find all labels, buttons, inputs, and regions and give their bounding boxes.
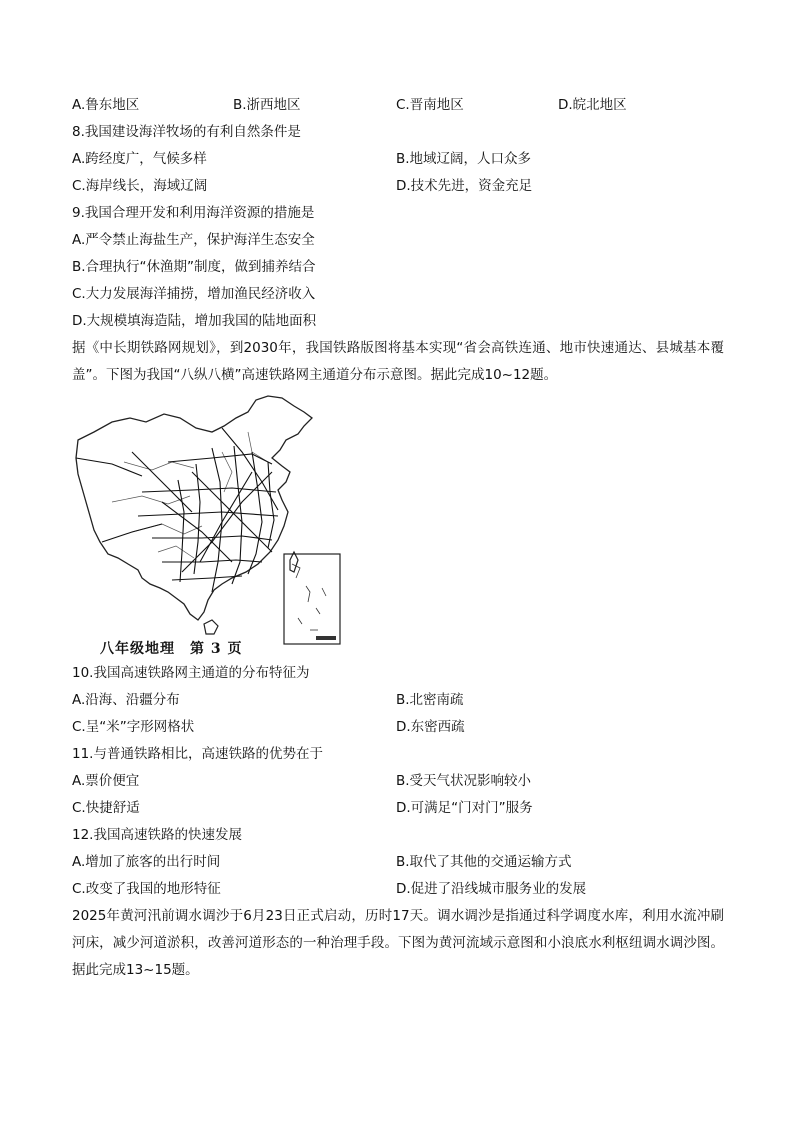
map-caption: 八年级地理 第 3 页 xyxy=(100,641,243,657)
q10-option-c: C.呈“米”字形网格状 xyxy=(72,719,195,735)
q8-stem: 8.我国建设海洋牧场的有利自然条件是 xyxy=(72,124,301,140)
china-railway-map xyxy=(72,392,362,660)
q8-option-a: A.跨经度广，气候多样 xyxy=(72,151,207,167)
q9-option-c: C.大力发展海洋捕捞，增加渔民经济收入 xyxy=(72,286,316,302)
q11-option-d: D.可满足“门对门”服务 xyxy=(396,800,533,816)
inset-islands xyxy=(292,564,326,630)
intro-13-15: 2025年黄河汛前调水调沙于6月23日正式启动，历时17天。调水调沙是指通过科学调度水库，利用水流冲刷河床，减少河道淤积，改善河道形态的一种治理手段。下图为黄河流域示意图和小浪底水利枢纽调水调沙图。据此完成13~15题。 xyxy=(72,908,724,978)
q10-option-d: D.东密西疏 xyxy=(396,719,465,735)
q9-option-d: D.大规模填海造陆，增加我国的陆地面积 xyxy=(72,313,317,329)
q12-option-a: A.增加了旅客的出行时间 xyxy=(72,854,221,870)
q7-option-c: C.晋南地区 xyxy=(396,97,464,113)
inset-scale-bar xyxy=(316,636,336,640)
q9-option-b: B.合理执行“休渔期”制度，做到捕养结合 xyxy=(72,259,316,275)
q12-stem: 12.我国高速铁路的快速发展 xyxy=(72,827,242,843)
hainan-island xyxy=(204,620,218,634)
q9-stem: 9.我国合理开发和利用海洋资源的措施是 xyxy=(72,205,315,221)
q8-option-b: B.地域辽阔，人口众多 xyxy=(396,151,532,167)
province-borders xyxy=(112,432,268,558)
q12-option-b: B.取代了其他的交通运输方式 xyxy=(396,854,572,870)
q10-option-b: B.北密南疏 xyxy=(396,692,464,708)
q11-option-c: C.快捷舒适 xyxy=(72,800,140,816)
q12-option-d: D.促进了沿线城市服务业的发展 xyxy=(396,881,587,897)
q12-options-row2 xyxy=(72,876,724,903)
railway-map-figure xyxy=(72,392,724,660)
q11-options-row1 xyxy=(72,768,724,795)
south-china-sea-inset xyxy=(284,554,340,644)
q10-options-row2 xyxy=(72,714,724,741)
taiwan-island xyxy=(290,552,298,572)
intro-10-12: 据《中长期铁路网规划》，到2030年，我国铁路版图将基本实现“省会高铁连通、地市快速通达、县城基本覆盖”。下图为我国“八纵八横”高速铁路网主通道分布示意图。据此完成10~12题。 xyxy=(72,340,724,383)
q10-options-row1 xyxy=(72,687,724,714)
rail-network xyxy=(76,428,278,592)
q8-options-row2 xyxy=(72,173,724,200)
q8-option-d: D.技术先进，资金充足 xyxy=(396,178,533,194)
q11-option-a: A.票价便宜 xyxy=(72,773,140,789)
q11-stem: 11.与普通铁路相比，高速铁路的优势在于 xyxy=(72,746,323,762)
q7-option-a: A.鲁东地区 xyxy=(72,97,140,113)
q10-stem: 10.我国高速铁路网主通道的分布特征为 xyxy=(72,665,310,681)
q10-option-a: A.沿海、沿疆分布 xyxy=(72,692,180,708)
q8-option-c: C.海岸线长，海域辽阔 xyxy=(72,178,208,194)
q11-option-b: B.受天气状况影响较小 xyxy=(396,773,532,789)
q7-option-b: B.浙西地区 xyxy=(233,97,301,113)
exam-page xyxy=(72,92,724,984)
q12-options-row1 xyxy=(72,849,724,876)
q7-option-d: D.皖北地区 xyxy=(558,97,627,113)
q9-option-a: A.严令禁止海盐生产，保护海洋生态安全 xyxy=(72,232,315,248)
q12-option-c: C.改变了我国的地形特征 xyxy=(72,881,221,897)
q7-options xyxy=(72,92,724,119)
q8-options-row1 xyxy=(72,146,724,173)
q11-options-row2 xyxy=(72,795,724,822)
